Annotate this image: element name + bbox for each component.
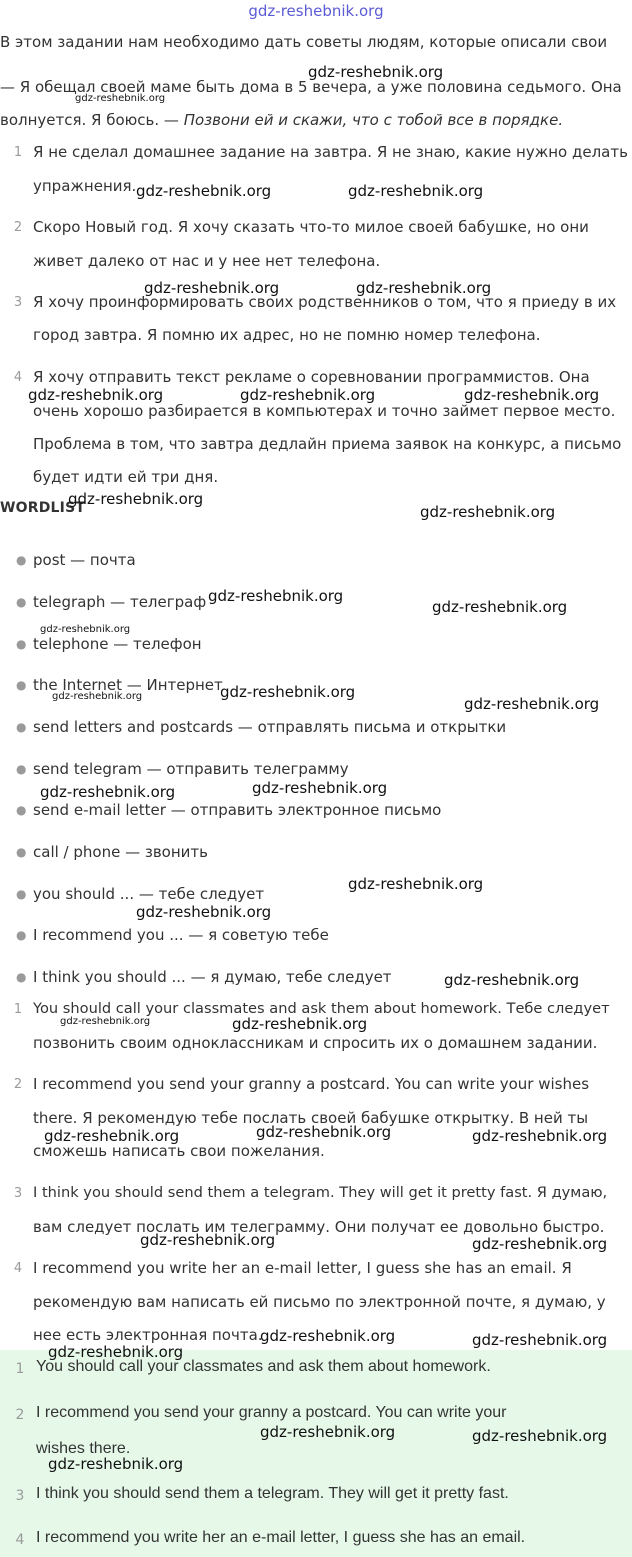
watermark: gdz-reshebnik.org bbox=[432, 598, 568, 616]
answer-line: I recommend you send your granny a postcard. You can write your wishes bbox=[33, 1075, 590, 1093]
watermark: gdz-reshebnik.org bbox=[140, 1231, 276, 1249]
watermark: gdz-reshebnik.org bbox=[472, 1331, 608, 1349]
problem-line: город завтра. Я помню их адрес, но не помню номер телефона. bbox=[33, 326, 541, 344]
watermark: gdz-reshebnik.org bbox=[208, 587, 344, 605]
problem-number: 3 bbox=[13, 295, 23, 310]
answer-line: сможешь написать свои пожелания. bbox=[33, 1142, 325, 1160]
answer-number: 3 bbox=[13, 1186, 23, 1201]
watermark: gdz-reshebnik.org bbox=[28, 386, 164, 404]
bullet-icon: ● bbox=[16, 720, 27, 734]
problem-line: Я не сделал домашнее задание на завтра. Я не знаю, какие нужно делать bbox=[33, 143, 628, 161]
problem-line: упражнения. bbox=[33, 177, 137, 195]
watermark: gdz-reshebnik.org bbox=[260, 1423, 396, 1441]
watermark: gdz-reshebnik.org bbox=[136, 903, 272, 921]
watermark: gdz-reshebnik.org bbox=[240, 386, 376, 404]
english-answer-number: 3 bbox=[15, 1488, 25, 1504]
wordlist-item: send telegram — отправить телеграмму bbox=[33, 760, 349, 778]
intro-line-3 bbox=[0, 111, 563, 129]
watermark: gdz-reshebnik.org bbox=[348, 182, 484, 200]
problem-line: Скоро Новый год. Я хочу сказать что-то милое своей бабушке, но они bbox=[33, 218, 589, 236]
problem-number: 1 bbox=[13, 145, 23, 160]
answer-line: рекомендую вам написать ей письмо по электронной почте, я думаю, у bbox=[33, 1293, 606, 1311]
english-answer-line: I recommend you write her an e-mail letter, I guess she has an email. bbox=[36, 1529, 526, 1546]
wordlist-item: you should ... — тебе следует bbox=[33, 885, 265, 903]
watermark: gdz-reshebnik.org bbox=[472, 1127, 608, 1145]
watermark: gdz-reshebnik.org bbox=[220, 683, 356, 701]
english-answer-line: I recommend you send your granny a postcard. You can write your bbox=[36, 1404, 507, 1421]
watermark: gdz-reshebnik.org bbox=[52, 691, 143, 702]
answer-line: нее есть электронная почта. bbox=[33, 1326, 263, 1344]
watermark: gdz-reshebnik.org bbox=[464, 386, 600, 404]
answer-line: You should call your classmates and ask them about homework. Тебе следует bbox=[33, 1000, 610, 1017]
wordlist-item: send e-mail letter — отправить электронное письмо bbox=[33, 801, 442, 819]
intro-line-3-plain: волнуется. Я боюсь. — bbox=[0, 111, 184, 129]
intro-line-1: В этом задании нам необходимо дать советы людям, которые описали свои bbox=[0, 33, 608, 51]
answer-number: 4 bbox=[13, 1261, 23, 1276]
wordlist-item: call / phone — звонить bbox=[33, 843, 208, 861]
site-link[interactable]: gdz-reshebnik.org bbox=[248, 2, 384, 20]
watermark: gdz-reshebnik.org bbox=[75, 93, 166, 104]
answer-line: вам следует послать им телеграмму. Они получат ее довольно быстро. bbox=[33, 1218, 605, 1236]
english-answer-number: 2 bbox=[15, 1407, 25, 1423]
watermark: gdz-reshebnik.org bbox=[40, 783, 176, 801]
wordlist-item: post — почта bbox=[33, 551, 136, 569]
watermark: gdz-reshebnik.org bbox=[48, 1343, 184, 1361]
answer-line: I recommend you write her an e-mail letter, I guess she has an email. Я bbox=[33, 1259, 572, 1277]
problem-line: Я хочу проинформировать своих родственников о том, что я приеду в их bbox=[33, 293, 617, 311]
english-answer-number: 1 bbox=[15, 1361, 25, 1377]
watermark: gdz-reshebnik.org bbox=[40, 624, 131, 635]
watermark: gdz-reshebnik.org bbox=[252, 779, 388, 797]
watermark: gdz-reshebnik.org bbox=[308, 63, 444, 81]
watermark: gdz-reshebnik.org bbox=[472, 1427, 608, 1445]
english-answer-number: 4 bbox=[15, 1532, 25, 1548]
bullet-icon: ● bbox=[16, 762, 27, 776]
wordlist-item: telephone — телефон bbox=[33, 635, 202, 653]
wordlist-item: I think you should ... — я думаю, тебе следует bbox=[33, 968, 392, 986]
wordlist-item: I recommend you ... — я советую тебе bbox=[33, 926, 329, 944]
bullet-icon: ● bbox=[16, 678, 27, 692]
problem-number: 2 bbox=[13, 220, 23, 235]
watermark: gdz-reshebnik.org bbox=[44, 1127, 180, 1145]
watermark: gdz-reshebnik.org bbox=[348, 875, 484, 893]
bullet-icon: ● bbox=[16, 595, 27, 609]
watermark: gdz-reshebnik.org bbox=[60, 1016, 151, 1027]
bullet-icon: ● bbox=[16, 970, 27, 984]
watermark: gdz-reshebnik.org bbox=[472, 1235, 608, 1253]
watermark: gdz-reshebnik.org bbox=[444, 971, 580, 989]
english-answer-line: You should call your classmates and ask them about homework. bbox=[36, 1358, 491, 1375]
watermark: gdz-reshebnik.org bbox=[260, 1327, 396, 1345]
english-answer-line: I think you should send them a telegram. They will get it pretty fast. bbox=[36, 1485, 509, 1502]
wordlist-item: send letters and postcards — отправлять письма и открытки bbox=[33, 718, 507, 736]
answer-number: 2 bbox=[13, 1077, 23, 1092]
problem-line: будет идти ей три дня. bbox=[33, 468, 219, 486]
answer-line: there. Я рекомендую тебе послать своей бабушке открытку. В ней ты bbox=[33, 1109, 589, 1127]
bullet-icon: ● bbox=[16, 553, 27, 567]
bullet-icon: ● bbox=[16, 845, 27, 859]
bullet-icon: ● bbox=[16, 637, 27, 651]
bullet-icon: ● bbox=[16, 803, 27, 817]
watermark: gdz-reshebnik.org bbox=[356, 279, 492, 297]
bullet-icon: ● bbox=[16, 887, 27, 901]
wordlist-item: telegraph — телеграф bbox=[33, 593, 207, 611]
wordlist-item: the Internet — Интернет bbox=[33, 676, 223, 694]
intro-line-3-italic: Позвони ей и скажи, что с тобой все в порядке. bbox=[183, 111, 564, 129]
intro-line-2: — Я обещал своей маме быть дома в 5 вечера, а уже половина седьмого. Она bbox=[0, 78, 622, 96]
wordlist-title: WORDLIST bbox=[0, 500, 86, 516]
watermark: gdz-reshebnik.org bbox=[48, 1455, 184, 1473]
english-answer-line: wishes there. bbox=[36, 1440, 131, 1457]
problem-line: очень хорошо разбирается в компьютерах и точно займет первое место. bbox=[33, 402, 616, 420]
watermark: gdz-reshebnik.org bbox=[144, 279, 280, 297]
answer-line: позвонить своим одноклассникам и спросить их о домашнем задании. bbox=[33, 1034, 598, 1052]
watermark: gdz-reshebnik.org bbox=[464, 695, 600, 713]
watermark: gdz-reshebnik.org bbox=[232, 1015, 368, 1033]
watermark: gdz-reshebnik.org bbox=[256, 1123, 392, 1141]
problem-line: живет далеко от нас и у нее нет телефона. bbox=[33, 252, 381, 270]
problem-line: Я хочу отправить текст рекламе о соревновании программистов. Она bbox=[33, 368, 590, 386]
bullet-icon: ● bbox=[16, 928, 27, 942]
watermark: gdz-reshebnik.org bbox=[136, 182, 272, 200]
problem-number: 4 bbox=[13, 370, 23, 385]
answer-number: 1 bbox=[13, 1002, 23, 1017]
answer-line: I think you should send them a telegram. They will get it pretty fast. Я думаю, bbox=[33, 1184, 608, 1201]
watermark: gdz-reshebnik.org bbox=[68, 490, 204, 508]
watermark: gdz-reshebnik.org bbox=[420, 503, 556, 521]
problem-line: Проблема в том, что завтра дедлайн приема заявок на конкурс, а письмо bbox=[33, 435, 622, 453]
